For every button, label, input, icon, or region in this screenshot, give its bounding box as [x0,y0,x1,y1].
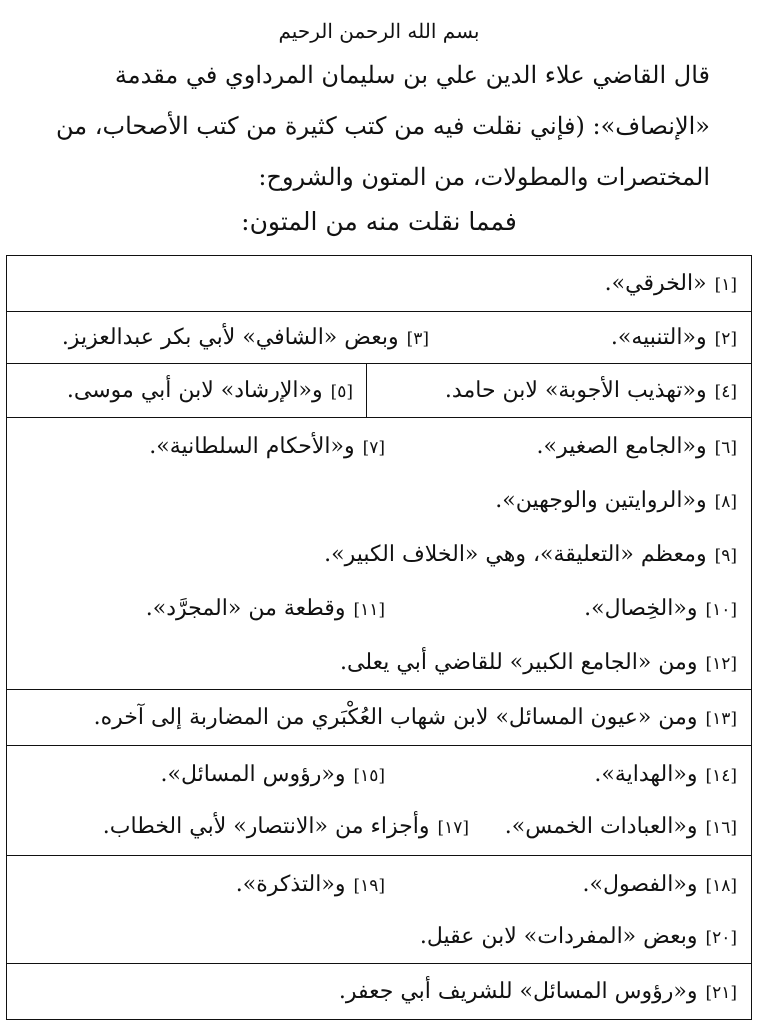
item-text: ومن «عيون المسائل» لابن شهاب العُكْبَري من المضاربة إلى آخره. [93,705,698,730]
list-item [594,760,737,791]
item-number: [٥] [330,382,353,402]
item-number: [٨] [714,492,737,512]
list-item [537,432,737,463]
intro-line-1: قال القاضي علاء الدين علي بن سليمان المرداوي في مقدمة [114,61,710,89]
item-text: وقطعة من «المجرَّد». [145,596,346,621]
table-row [7,690,751,746]
column-divider [366,364,367,417]
item-text: وأجزاء من «الانتصار» لأبي الخطاب. [102,814,430,839]
books-table [6,255,752,1020]
list-item [495,486,737,517]
item-number: [٤] [714,382,737,402]
item-text: و«الفصول». [582,872,698,897]
list-item [445,376,737,407]
list-item [420,922,737,953]
item-number: [١٢] [705,654,737,674]
item-number: [٢] [714,329,737,349]
item-number: [١٠] [705,600,737,620]
item-text: و«تهذيب الأجوبة» لابن حامد. [444,378,707,403]
list-item [62,323,429,354]
list-item [146,594,385,625]
item-text: و«الهداية». [594,762,698,787]
item-text: و«العبادات الخمس». [504,814,698,839]
item-text: و«رؤوس المسائل». [160,762,346,787]
list-item [67,376,353,407]
basmala: بسم الله الرحمن الرحيم [278,19,480,43]
item-number: [٢٠] [705,928,737,948]
item-text: و«رؤوس المسائل» للشريف أبي جعفر. [338,979,698,1004]
item-text: و«الخِصال». [584,596,698,621]
list-item [324,540,737,571]
item-number: [١٩] [353,876,385,896]
table-row [7,256,751,312]
item-number: [١٧] [437,818,469,838]
table-row [7,312,751,364]
item-text: و«الروايتين والوجهين». [495,488,707,513]
item-number: [٢١] [705,983,737,1003]
item-number: [٧] [362,438,385,458]
list-item [583,870,737,901]
table-row [7,964,751,1021]
item-text: وبعض «المفردات» لابن عقيل. [419,924,698,949]
item-number: [٣] [406,329,429,349]
list-item [340,648,737,679]
table-row [7,364,751,418]
item-number: [١٣] [705,709,737,729]
list-item [611,323,737,354]
list-item [505,812,737,843]
item-text: ومن «الجامع الكبير» للقاضي أبي يعلى. [340,650,698,675]
intro-line-3: المختصرات والمطولات، من المتون والشروح: [258,163,710,191]
table-row [7,746,751,856]
list-item [103,812,469,843]
item-text: و«الأحكام السلطانية». [149,434,355,459]
list-item [236,870,385,901]
item-number: [١١] [353,600,385,620]
item-number: [١٥] [353,766,385,786]
intro-line-2: «الإنصاف»: (فإني نقلت فيه من كتب كثيرة من كتب الأصحاب، من [56,112,710,140]
list-item [161,760,385,791]
list-item [339,977,737,1008]
item-text: وبعض «الشافي» لأبي بكر عبدالعزيز. [61,325,399,350]
item-text: و«الإرشاد» لابن أبي موسى. [66,378,323,403]
item-number: [١٦] [705,818,737,838]
item-number: [١] [714,275,737,295]
item-number: [١٨] [705,876,737,896]
table-row [7,418,751,690]
list-item [149,432,385,463]
item-text: و«التنبيه». [610,325,707,350]
item-text: و«الجامع الصغير». [536,434,707,459]
item-text: ومعظم «التعليقة»، وهي «الخلاف الكبير». [324,542,707,567]
item-number: [٦] [714,438,737,458]
subheading: فمما نقلت منه من المتون: [241,207,517,236]
item-number: [٩] [714,546,737,566]
item-text: «الخرقي». [604,271,707,296]
list-item [94,703,737,734]
list-item [584,594,737,625]
item-text: و«التذكرة». [235,872,346,897]
item-number: [١٤] [705,766,737,786]
table-row [7,856,751,964]
list-item [605,269,737,300]
